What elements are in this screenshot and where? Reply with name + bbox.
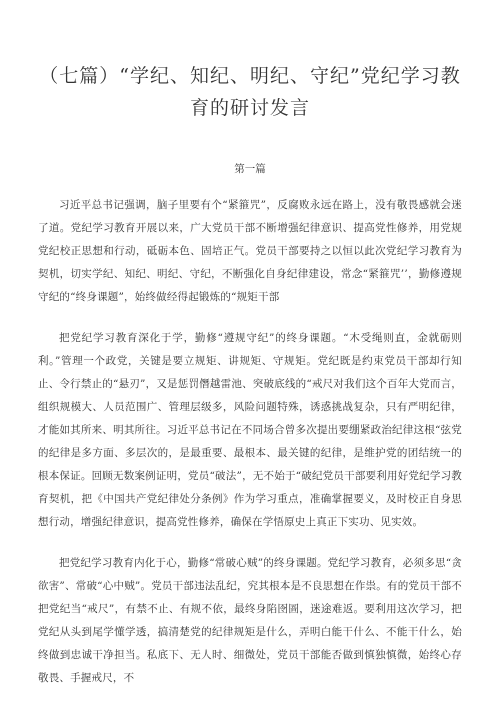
paragraph-2: 把党纪学习教育深化于学，勤修“遵规守纪”的终身课题。“木受绳则直，金就砺则利。”管理一个政党，关键是要立规矩、讲规矩、守规矩。党纪既是约束党员干部却行知止、令行禁止的“悬刃”，又是惩罚僭越雷池、突破底线的“戒尺对我们这个百年大党而言，组织规模大、人员范围广、管理层级多，风险问题特殊，诱惑挑战复杂，只有严明纪律，才能如其所来、明其所往。习近平总书记在不同场合曾多次提出要绷紧政治纪律这根“弦党的纪律是多方面、多层次的，是最重要、最根本、最关键的纪律，是维护党的团结统一的根本保证。回顾无数案例证明，党员“破法”，无不始于“破纪党员干部要利用好党纪学习教育契机，把《中国共产党纪律处分条例》作为学习重点，准确掌握要义，及时校正自身思想行动，增强纪律意识，提高党性修养，确保在学悟原史上真正下实功、见实效。 — [38, 332, 462, 528]
title-line-1: （七篇）“学纪、知纪、明纪、守纪”党纪学习教 — [39, 65, 461, 87]
paragraph-3: 把党纪学习教育内化于心，勤修“常破心贼”的终身课题。党纪学习教育，必须多思“贪欲害”、常破“心中贼”。党员干部违法乱纪，究其根本是不良思想在作祟。有的党员干部不把党纪当“戒尺”，有禁不止、有规不依，最终身陷囹圄，迷途难返。要利用这次学习，把党纪从头到尾学懂学透，搞清楚党的纪律规矩是什么，弄明白能干什么、不能干什么，始终做到忠诚干净担当。私底下、无人时、细微处，党员干部能否做到慎独慎微，始终心存敬畏、手握戒尺，不 — [38, 557, 462, 684]
section-title: 第一篇 — [234, 163, 266, 175]
title-line-2: 育的研讨发言 — [189, 97, 310, 119]
paragraph-1: 习近平总书记强调，脑子里要有个“紧箍咒”，反腐败永远在路上，没有敬畏感就会迷了道。党纪学习教育开展以来，广大党员干部不断增强纪律意识、提高党性修养，用党规党纪校正思想和行动，砥砺本色、固培正气。党员干部要持之以恒以此次党纪学习教育为契机，切实学纪、知纪、明纪、守纪，不断强化自身纪律建设，常念“紧箍咒’’，勤修遵规守纪的“终身课题”，始终做经得起锻炼的“规矩干部 — [38, 199, 462, 303]
document-title — [38, 60, 462, 124]
